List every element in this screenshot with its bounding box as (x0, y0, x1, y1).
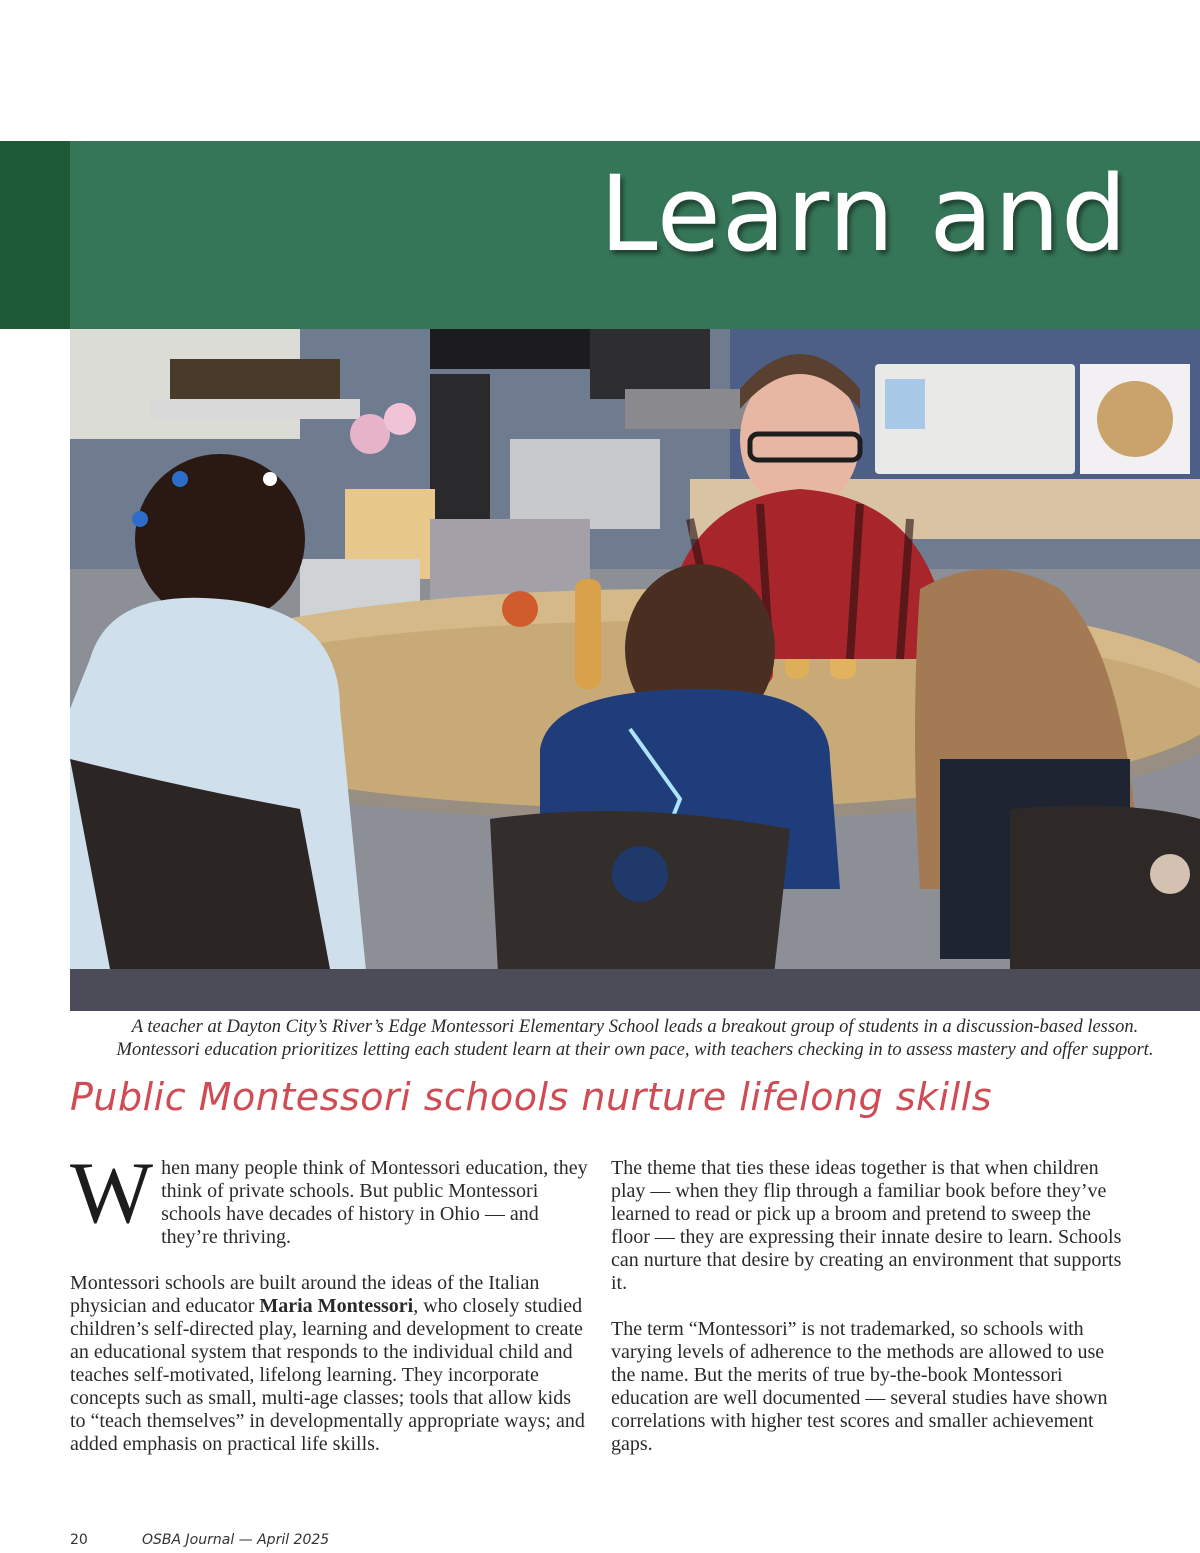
paragraph-2 (70, 1272, 590, 1456)
maria-montessori-name: Maria Montessori (259, 1295, 414, 1317)
classroom-photo-illustration (70, 329, 1200, 1011)
page-number: 20 (70, 1532, 88, 1548)
caption-line-1: A teacher at Dayton City’s River’s Edge Montessori Elementary School leads a breakout group of students in a discussion-based lesson. (131, 1017, 1139, 1037)
article-subhead: Public Montessori schools nurture lifelong skills (70, 1075, 993, 1119)
paragraph-1 (70, 1145, 590, 1249)
article-column-left (70, 1145, 590, 1479)
paragraph-3: The theme that ties these ideas together is that when children play — when they flip through a familiar book before they’ve learned to read or pick up a broom and pretend to sweep the floor — they are expressing their innate desire to learn. Schools can nurture that desire by creating an environment that supports it. (611, 1157, 1122, 1294)
article-column-right (611, 1157, 1131, 1479)
paragraph-1-text: hen many people think of Montessori education, they think of private schools. But public Montessori schools have decades of history in Ohio — and they’re thriving. (161, 1157, 588, 1248)
paragraph-4: The term “Montessori” is not trademarked, so schools with varying levels of adherence to the methods are allowed to use the name. But the merits of true by-the-book Montessori education are well documented — several studies have shown correlations with higher test scores and smaller achievement gaps. (611, 1318, 1108, 1455)
header-accent-bar (0, 141, 70, 329)
publication-name: OSBA Journal — April 2025 (142, 1532, 330, 1548)
paragraph-2-text-a: Montessori schools are built around the ideas of the Italian physician and educator (70, 1272, 540, 1317)
paragraph-2-text-b: , who closely studied children’s self-directed play, learning and development to create an educational system that responds to the individual child and teaches self-motivated, lifelong learning. They incorporate concepts such as small, multi-age classes; tools that allow kids to “teach themselves” in developmentally appropriate ways; and added emphasis on practical life skills. (70, 1295, 585, 1455)
drop-cap: W (70, 1145, 154, 1242)
caption-line-2: Montessori education prioritizes letting each student learn at their own pace, with teachers checking in to assess mastery and offer support. (116, 1040, 1154, 1060)
photo-caption (70, 1016, 1200, 1062)
page-headline: Learn and (599, 153, 1128, 275)
classroom-photo (70, 329, 1200, 1011)
